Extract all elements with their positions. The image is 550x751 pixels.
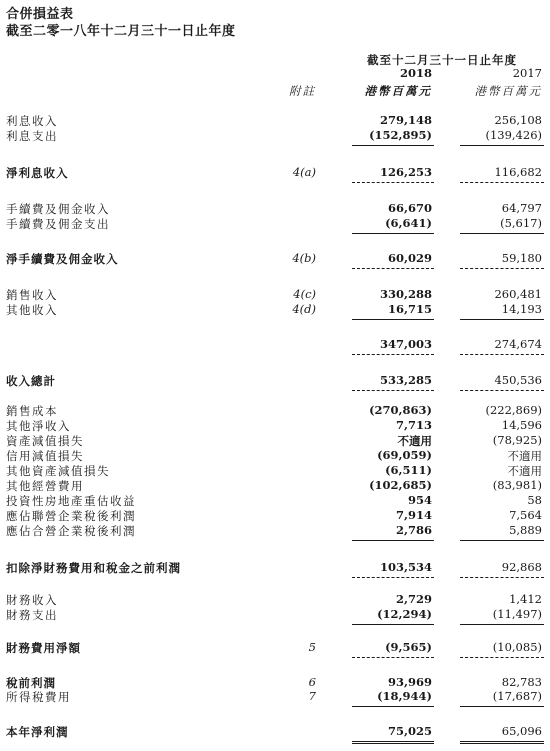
value-2018: 60,029 bbox=[387, 251, 432, 265]
value-2017: 92,868 bbox=[501, 560, 542, 574]
subtotal-rule-2017 bbox=[460, 706, 544, 707]
dashed-rule-2018 bbox=[352, 390, 434, 391]
dashed-rule-2018 bbox=[352, 354, 434, 355]
value-2017: 1,412 bbox=[509, 592, 542, 606]
value-2018: (18,944) bbox=[377, 689, 432, 703]
value-2018: 93,969 bbox=[387, 675, 432, 689]
subtotal-rule-2018 bbox=[352, 233, 434, 234]
value-2017: 7,564 bbox=[509, 508, 542, 522]
statement-title: 合併損益表 bbox=[6, 7, 74, 22]
value-2017: (5,617) bbox=[500, 216, 542, 230]
value-2018: (6,641) bbox=[385, 216, 432, 230]
dashed-rule-2018 bbox=[352, 577, 434, 578]
row-label: 銷售成本 bbox=[6, 404, 58, 418]
value-2018: 不適用 bbox=[397, 434, 432, 448]
value-2018: 7,713 bbox=[395, 418, 432, 432]
value-2018: 126,253 bbox=[379, 165, 432, 179]
value-2017: 5,889 bbox=[509, 523, 542, 537]
subtotal-rule-2018 bbox=[352, 319, 434, 320]
row-label: 財務收入 bbox=[6, 593, 58, 607]
value-2018: 2,786 bbox=[395, 523, 432, 537]
value-2017: (17,687) bbox=[492, 689, 542, 703]
subtotal-rule-2018 bbox=[352, 145, 434, 146]
value-2017: 64,797 bbox=[501, 201, 542, 215]
row-label: 其他淨收入 bbox=[6, 419, 71, 433]
row-label: 財務支出 bbox=[6, 608, 58, 622]
subtotal-rule-2017 bbox=[460, 319, 544, 320]
value-2017: (11,497) bbox=[492, 607, 542, 621]
row-label: 稅前利潤 bbox=[6, 676, 56, 690]
value-2018: 279,148 bbox=[379, 113, 432, 127]
dashed-rule-2018 bbox=[352, 268, 434, 269]
note-ref: 5 bbox=[308, 640, 316, 654]
total-double-rule-2018 bbox=[352, 741, 434, 744]
value-2017: 82,783 bbox=[501, 675, 542, 689]
subtotal-rule-2017 bbox=[460, 145, 544, 146]
row-label: 利息支出 bbox=[6, 129, 58, 143]
row-label: 銷售收入 bbox=[6, 288, 58, 302]
value-2017: 不適用 bbox=[507, 449, 542, 463]
value-2017: 59,180 bbox=[501, 251, 542, 265]
value-2017: 58 bbox=[527, 493, 542, 507]
subtotal-rule-2018 bbox=[352, 706, 434, 707]
total-double-rule-2017 bbox=[460, 741, 544, 744]
value-2017: 450,536 bbox=[494, 373, 542, 387]
note-ref: 6 bbox=[308, 675, 316, 689]
row-label: 其他資產減值損失 bbox=[6, 464, 110, 478]
value-2018: (69,059) bbox=[377, 448, 432, 462]
note-ref: 4(b) bbox=[292, 251, 316, 265]
value-2018: 533,285 bbox=[379, 373, 432, 387]
subtotal-rule-2017 bbox=[460, 540, 544, 541]
row-label: 手續費及佣金支出 bbox=[6, 217, 110, 231]
year-2018-header: 2018 bbox=[399, 66, 432, 80]
value-2018: (9,565) bbox=[385, 640, 432, 654]
subtotal-rule-2018 bbox=[352, 624, 434, 625]
row-label: 所得稅費用 bbox=[6, 690, 71, 704]
dashed-rule-2017 bbox=[460, 577, 544, 578]
subtotal-rule-2017 bbox=[460, 233, 544, 234]
value-2018: 330,288 bbox=[379, 287, 432, 301]
dashed-rule-2017 bbox=[460, 354, 544, 355]
subtotal-rule-2018 bbox=[352, 540, 434, 541]
value-2017: (10,085) bbox=[492, 640, 542, 654]
value-2017: (83,981) bbox=[492, 478, 542, 492]
period-header: 截至十二月三十一日止年度 bbox=[367, 53, 517, 67]
subtotal-rule-2017 bbox=[460, 624, 544, 625]
value-2017: (78,925) bbox=[492, 433, 542, 447]
row-label: 收入總計 bbox=[6, 374, 56, 388]
value-2017: 274,674 bbox=[494, 337, 542, 351]
note-ref: 4(c) bbox=[293, 287, 316, 301]
row-label: 應佔聯營企業稅後利潤 bbox=[6, 509, 136, 523]
value-2017: 256,108 bbox=[494, 113, 542, 127]
value-2018: 2,729 bbox=[395, 592, 432, 606]
row-label: 財務費用淨額 bbox=[6, 641, 81, 655]
row-label: 其他經營費用 bbox=[6, 479, 84, 493]
value-2017: (222,869) bbox=[485, 403, 542, 417]
value-2018: 16,715 bbox=[387, 302, 432, 316]
note-header: 附註 bbox=[289, 84, 316, 98]
value-2018: 66,670 bbox=[387, 201, 432, 215]
row-label: 應佔合營企業稅後利潤 bbox=[6, 524, 136, 538]
row-label: 其他收入 bbox=[6, 303, 58, 317]
value-2018: 7,914 bbox=[395, 508, 432, 522]
value-2017: 14,596 bbox=[501, 418, 542, 432]
dashed-rule-2017 bbox=[460, 182, 544, 183]
value-2018: 75,025 bbox=[387, 724, 432, 738]
value-2018: (152,895) bbox=[369, 128, 432, 142]
year-2017-header: 2017 bbox=[512, 66, 542, 80]
note-ref: 4(d) bbox=[292, 302, 316, 316]
row-label: 淨手續費及佣金收入 bbox=[6, 252, 119, 266]
value-2017: 65,096 bbox=[501, 724, 542, 738]
value-2017: 不適用 bbox=[507, 464, 542, 478]
row-label: 本年淨利潤 bbox=[6, 725, 69, 739]
dashed-rule-2017 bbox=[460, 268, 544, 269]
value-2017: 14,193 bbox=[501, 302, 542, 316]
value-2018: 103,534 bbox=[379, 560, 432, 574]
row-label: 投資性房地產重估收益 bbox=[6, 494, 136, 508]
unit-2018-header: 港幣百萬元 bbox=[364, 84, 432, 98]
value-2018: 347,003 bbox=[379, 337, 432, 351]
unit-2017-header: 港幣百萬元 bbox=[474, 84, 542, 98]
note-ref: 4(a) bbox=[292, 165, 316, 179]
row-label: 信用減值損失 bbox=[6, 449, 84, 463]
note-ref: 7 bbox=[308, 689, 316, 703]
value-2018: (270,863) bbox=[369, 403, 432, 417]
row-label: 淨利息收入 bbox=[6, 166, 69, 180]
dashed-rule-2018 bbox=[352, 657, 434, 658]
dashed-rule-2018 bbox=[352, 182, 434, 183]
row-label: 資產減值損失 bbox=[6, 434, 84, 448]
dashed-rule-2017 bbox=[460, 657, 544, 658]
row-label: 手續費及佣金收入 bbox=[6, 202, 110, 216]
value-2018: (12,294) bbox=[377, 607, 432, 621]
value-2017: 260,481 bbox=[494, 287, 542, 301]
row-label: 利息收入 bbox=[6, 114, 58, 128]
value-2018: (102,685) bbox=[369, 478, 432, 492]
value-2017: 116,682 bbox=[494, 165, 542, 179]
value-2017: (139,426) bbox=[485, 128, 542, 142]
value-2018: (6,511) bbox=[385, 463, 432, 477]
dashed-rule-2017 bbox=[460, 390, 544, 391]
row-label: 扣除淨財務費用和稅金之前利潤 bbox=[6, 561, 181, 575]
statement-subtitle: 截至二零一八年十二月三十一日止年度 bbox=[6, 24, 236, 39]
value-2018: 954 bbox=[407, 493, 432, 507]
